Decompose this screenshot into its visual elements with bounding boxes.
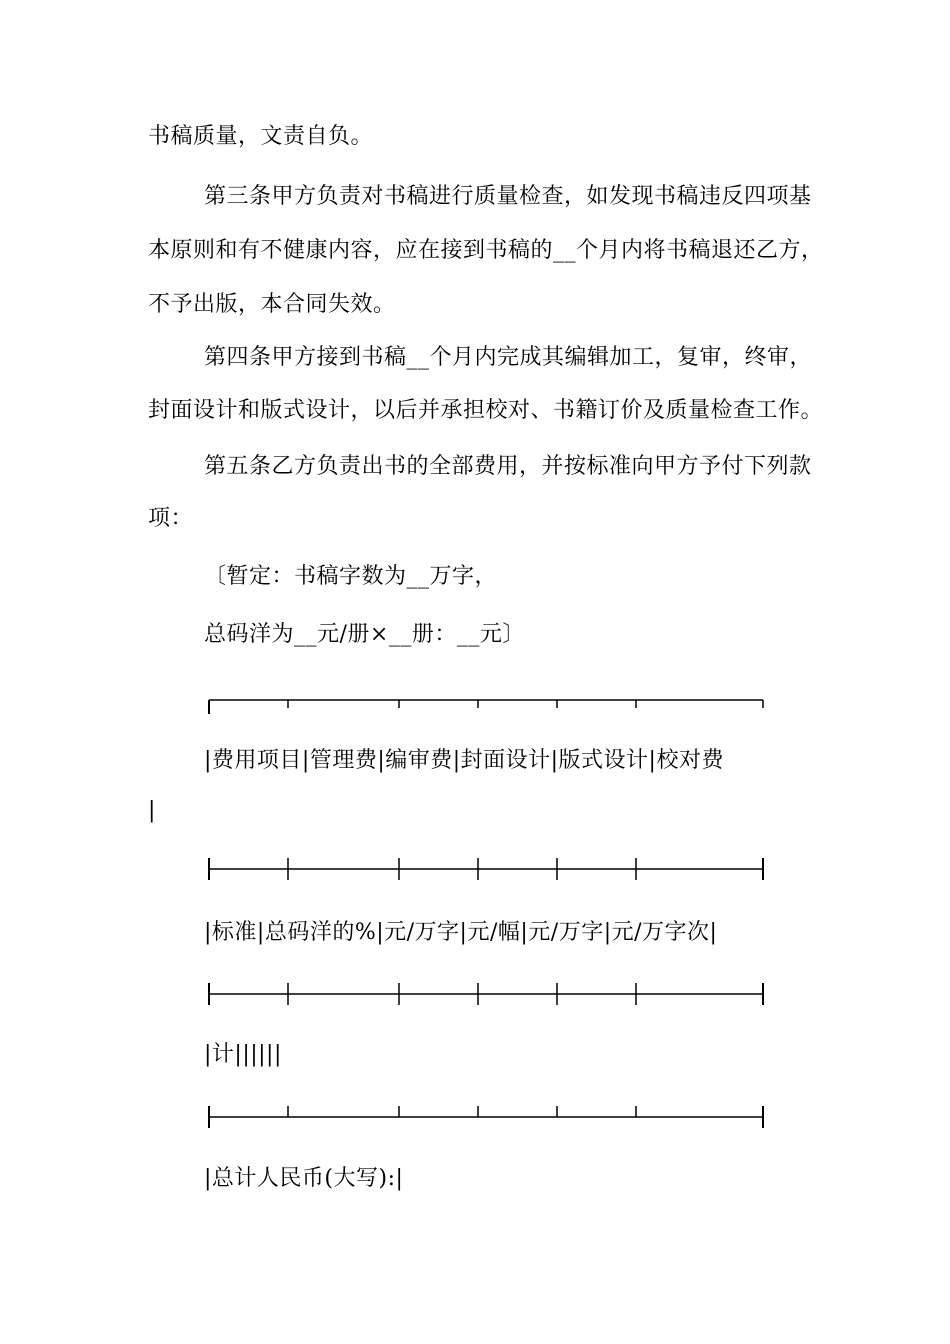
table-divider	[208, 858, 764, 880]
table-rmb-row: |总计人民币(大写):|	[204, 1166, 404, 1191]
paragraph-line: 第五条乙方负责出书的全部费用，并按标准向甲方予付下列款	[204, 454, 812, 479]
paragraph-line: 不予出版，本合同失效。	[148, 292, 396, 317]
paragraph-line: 封面设计和版式设计，以后并承担校对、书籍订价及质量检查工作。	[148, 398, 824, 423]
table-total-row: |计||||||	[204, 1042, 282, 1067]
table-divider	[208, 1106, 764, 1128]
paragraph-line: 书稿质量，文责自负。	[148, 124, 374, 149]
table-divider	[208, 983, 764, 1005]
paragraph-line: 第三条甲方负责对书稿进行质量检查，如发现书稿违反四项基	[204, 184, 812, 209]
paragraph-line: 第四条甲方接到书稿__个月内完成其编辑加工，复审，终审，	[204, 345, 813, 370]
table-top-border	[208, 694, 764, 716]
table-standard-row: |标准|总码洋的%|元/万字|元/幅|元/万字|元/万字次|	[204, 920, 718, 945]
paragraph-line: 〔暂定：书稿字数为__万字，	[204, 564, 498, 589]
paragraph-line: 总码洋为__元/册×__册：__元〕	[204, 622, 525, 647]
paragraph-line: 本原则和有不健康内容，应在接到书稿的__个月内将书稿退还乙方，	[148, 238, 824, 263]
paragraph-line: 项：	[148, 506, 194, 531]
table-header-row: |费用项目|管理费|编审费|封面设计|版式设计|校对费	[204, 748, 724, 773]
table-header-row-wrap: |	[148, 798, 156, 823]
